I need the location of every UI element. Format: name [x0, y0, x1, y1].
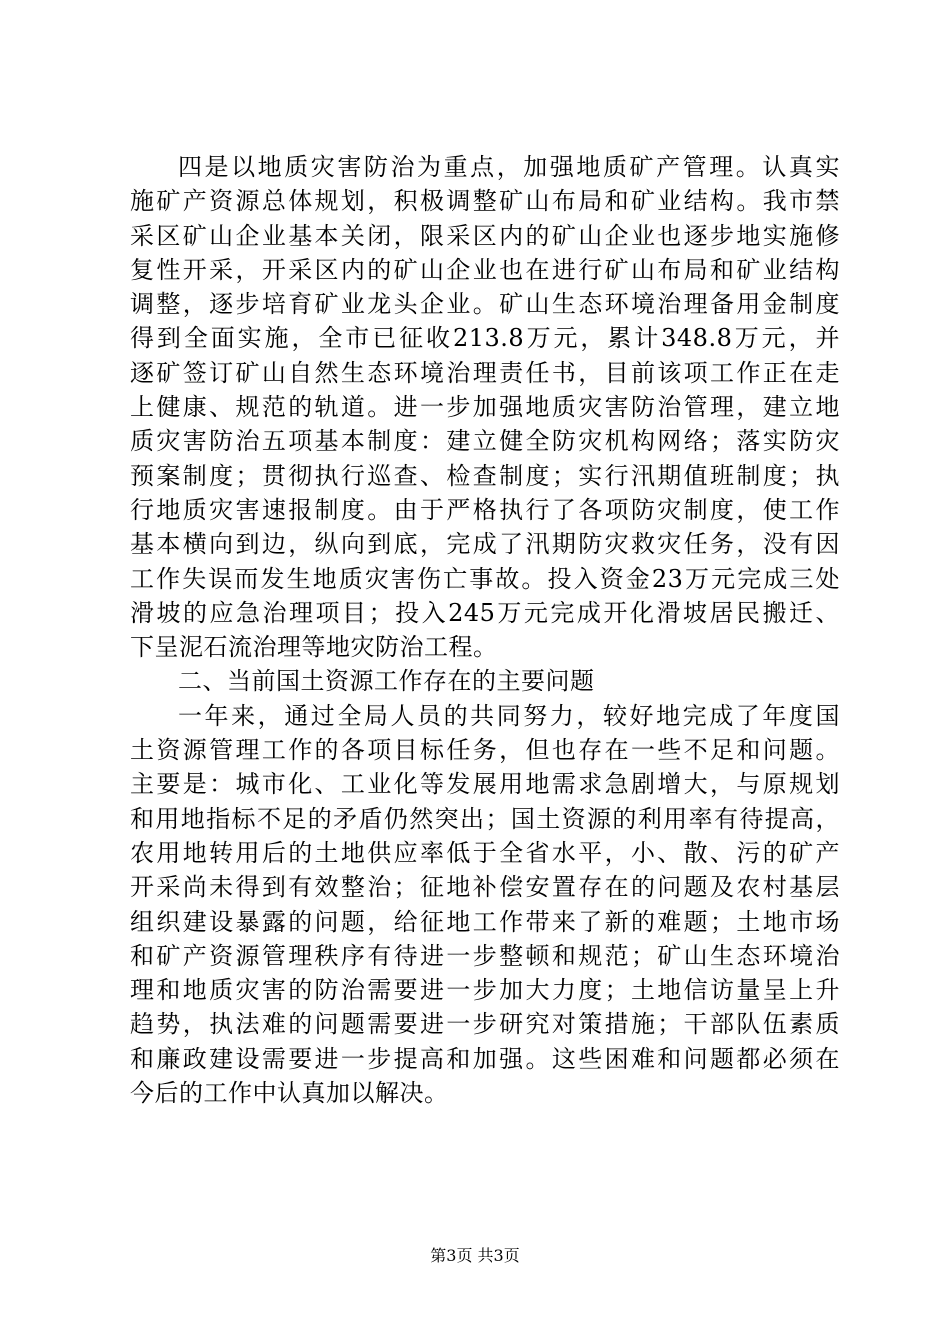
paragraph-line: 调整，逐步培育矿业龙头企业。矿山生态环境治理备用金制度: [130, 290, 840, 319]
paragraph-line: 农用地转用后的土地供应率低于全省水平，小、散、污的矿产: [130, 838, 840, 867]
paragraph-line: 施矿产资源总体规划，积极调整矿山布局和矿业结构。我市禁: [130, 187, 840, 216]
paragraph-line: 逐矿签订矿山自然生态环境治理责任书，目前该项工作正在走: [130, 358, 840, 387]
paragraph-line: 开采尚未得到有效整治；征地补偿安置存在的问题及农村基层: [130, 873, 840, 902]
paragraph-line: 复性开采，开采区内的矿山企业也在进行矿山布局和矿业结构: [130, 255, 840, 284]
paragraph-line: 趋势，执法难的问题需要进一步研究对策措施；干部队伍素质: [130, 1010, 840, 1039]
section-heading: 二、当前国土资源工作存在的主要问题: [178, 667, 595, 696]
paragraph-line: 四是以地质灾害防治为重点，加强地质矿产管理。认真实: [178, 153, 840, 181]
paragraph-line: 质灾害防治五项基本制度：建立健全防灾机构网络；落实防灾: [130, 427, 840, 456]
paragraph-line: 组织建设暴露的问题，给征地工作带来了新的难题；土地市场: [130, 907, 840, 936]
paragraph-line: 和矿产资源管理秩序有待进一步整顿和规范；矿山生态环境治: [130, 941, 840, 970]
paragraph-line: 理和地质灾害的防治需要进一步加大力度；土地信访量呈上升: [130, 976, 840, 1005]
paragraph-line: 滑坡的应急治理项目；投入245万元完成开化滑坡居民搬迁、: [130, 598, 840, 627]
paragraph-line: 主要是：城市化、工业化等发展用地需求急剧增大，与原规划: [130, 770, 840, 799]
paragraph-line: 今后的工作中认真加以解决。: [130, 1079, 449, 1108]
paragraph-line: 工作失误而发生地质灾害伤亡事故。投入资金23万元完成三处: [130, 564, 840, 593]
paragraph-line: 和廉政建设需要进一步提高和加强。这些困难和问题都必须在: [130, 1044, 840, 1073]
paragraph-line: 基本横向到边，纵向到底，完成了汛期防灾救灾任务，没有因: [130, 530, 840, 559]
paragraph-line: 和用地指标不足的矛盾仍然突出；国土资源的利用率有待提高，: [130, 804, 840, 833]
paragraph-line: 下呈泥石流治理等地灾防治工程。: [130, 633, 498, 662]
paragraph-line: 土资源管理工作的各项目标任务，但也存在一些不足和问题。: [130, 736, 840, 765]
paragraph-line: 得到全面实施，全市已征收213.8万元，累计348.8万元，并: [130, 324, 840, 353]
paragraph-line: 上健康、规范的轨道。进一步加强地质灾害防治管理，建立地: [130, 393, 840, 422]
paragraph-line: 行地质灾害速报制度。由于严格执行了各项防灾制度，使工作: [130, 495, 840, 524]
document-body: [130, 150, 840, 1110]
paragraph-line: 预案制度；贯彻执行巡查、检查制度；实行汛期值班制度；执: [130, 461, 840, 490]
paragraph-line: 采区矿山企业基本关闭，限采区内的矿山企业也逐步地实施修: [130, 221, 840, 250]
page-number: 第3页 共3页: [430, 1246, 520, 1265]
paragraph-line: 一年来，通过全局人员的共同努力，较好地完成了年度国: [178, 701, 840, 730]
